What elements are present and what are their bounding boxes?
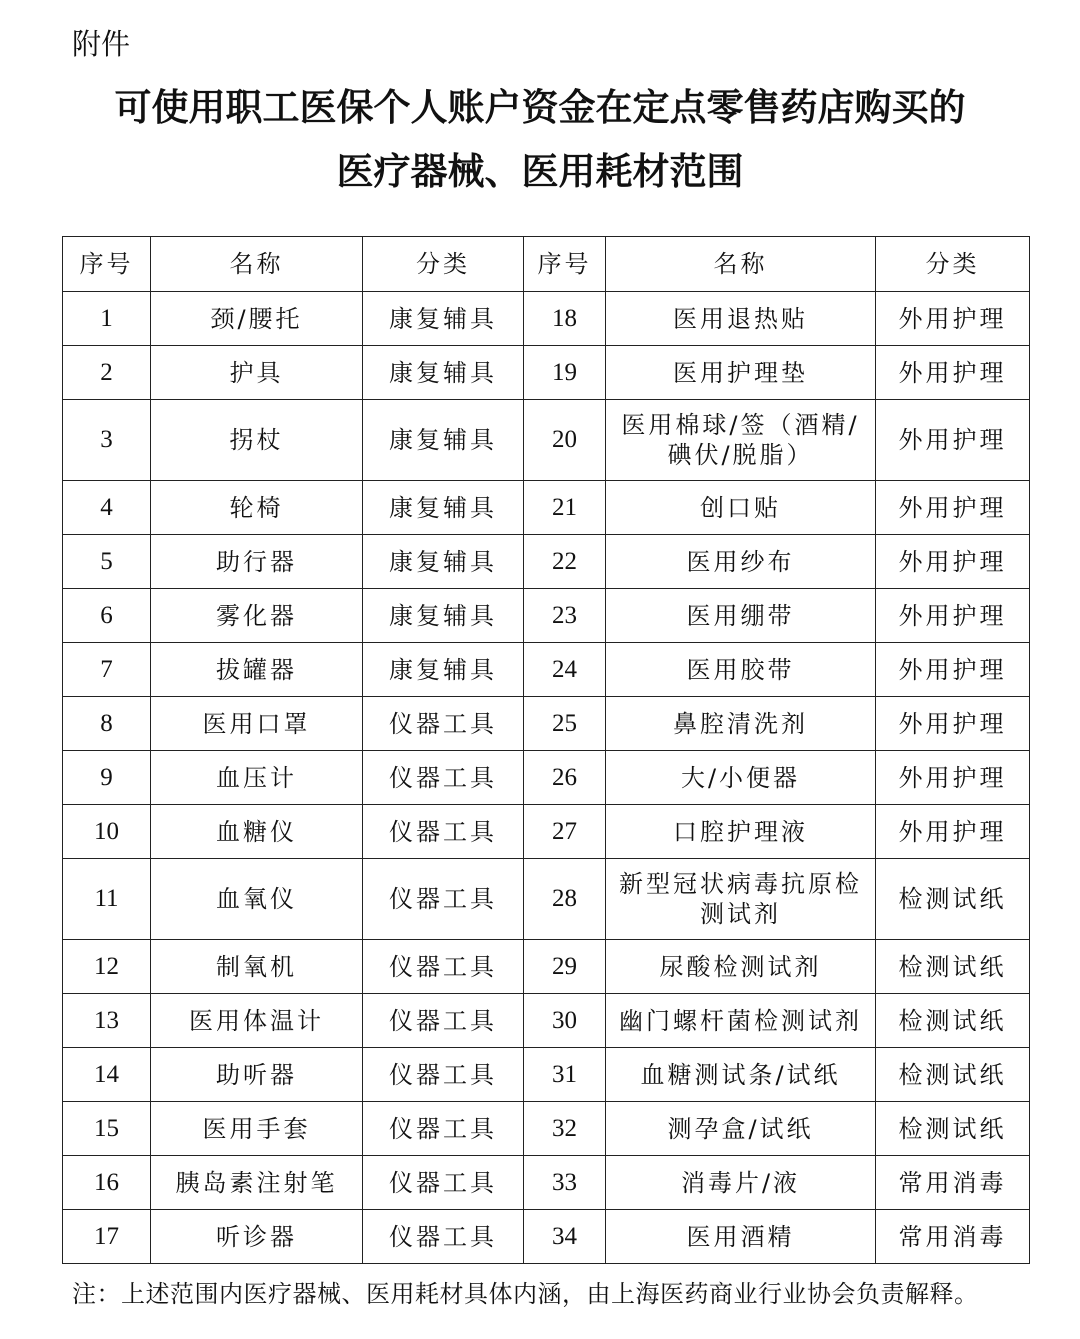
table-header-row [63,237,1030,292]
table-row [63,994,1030,1048]
item-number-cell: 27 [524,805,606,859]
table-row [63,751,1030,805]
item-category-cell: 外用护理 [876,346,1030,400]
item-category-cell: 仪器工具 [363,859,524,940]
item-number-cell: 6 [63,589,151,643]
table-row [63,1210,1030,1264]
item-name-cell: 口腔护理液 [606,805,876,859]
item-category-cell: 仪器工具 [363,994,524,1048]
item-number-cell: 7 [63,643,151,697]
item-name-cell: 胰岛素注射笔 [151,1156,363,1210]
item-name-cell: 血压计 [151,751,363,805]
header-no-right: 序号 [524,237,606,292]
item-name-cell: 大/小便器 [606,751,876,805]
item-name-cell: 医用酒精 [606,1210,876,1264]
attachment-label: 附件 [72,27,131,61]
item-category-cell: 外用护理 [876,589,1030,643]
item-number-cell: 34 [524,1210,606,1264]
item-category-cell: 外用护理 [876,805,1030,859]
item-number-cell: 9 [63,751,151,805]
item-number-cell: 5 [63,535,151,589]
table-row [63,400,1030,481]
item-category-cell: 外用护理 [876,292,1030,346]
item-name-cell: 护具 [151,346,363,400]
item-number-cell: 10 [63,805,151,859]
table-row [63,643,1030,697]
item-category-cell: 仪器工具 [363,697,524,751]
item-name-cell: 医用纱布 [606,535,876,589]
item-number-cell: 26 [524,751,606,805]
item-name-cell: 新型冠状病毒抗原检测试剂 [606,859,876,940]
header-name-right: 名称 [606,237,876,292]
table-row [63,292,1030,346]
header-no-left: 序号 [63,237,151,292]
item-name-cell: 幽门螺杆菌检测试剂 [606,994,876,1048]
item-name-cell: 尿酸检测试剂 [606,940,876,994]
item-category-cell: 外用护理 [876,697,1030,751]
item-category-cell: 检测试纸 [876,1048,1030,1102]
item-number-cell: 21 [524,481,606,535]
item-number-cell: 29 [524,940,606,994]
item-category-cell: 康复辅具 [363,292,524,346]
item-number-cell: 30 [524,994,606,1048]
item-number-cell: 31 [524,1048,606,1102]
item-number-cell: 20 [524,400,606,481]
item-number-cell: 13 [63,994,151,1048]
item-category-cell: 外用护理 [876,535,1030,589]
item-category-cell: 仪器工具 [363,940,524,994]
item-name-cell: 血糖仪 [151,805,363,859]
item-category-cell: 仪器工具 [363,1102,524,1156]
item-category-cell: 康复辅具 [363,400,524,481]
item-category-cell: 康复辅具 [363,589,524,643]
item-category-cell: 外用护理 [876,481,1030,535]
item-number-cell: 16 [63,1156,151,1210]
item-category-cell: 外用护理 [876,751,1030,805]
item-number-cell: 28 [524,859,606,940]
item-category-cell: 检测试纸 [876,1102,1030,1156]
item-name-cell: 测孕盒/试纸 [606,1102,876,1156]
item-name-cell: 医用棉球/签（酒精/碘伏/脱脂） [606,400,876,481]
item-category-cell: 常用消毒 [876,1210,1030,1264]
item-number-cell: 17 [63,1210,151,1264]
item-name-cell: 鼻腔清洗剂 [606,697,876,751]
item-name-cell: 医用护理垫 [606,346,876,400]
item-number-cell: 32 [524,1102,606,1156]
item-name-cell: 医用绷带 [606,589,876,643]
table-row [63,1048,1030,1102]
header-category-right: 分类 [876,237,1030,292]
item-number-cell: 33 [524,1156,606,1210]
item-number-cell: 8 [63,697,151,751]
item-category-cell: 检测试纸 [876,994,1030,1048]
item-number-cell: 24 [524,643,606,697]
item-category-cell: 仪器工具 [363,751,524,805]
item-number-cell: 3 [63,400,151,481]
table-row [63,346,1030,400]
item-number-cell: 25 [524,697,606,751]
item-category-cell: 外用护理 [876,400,1030,481]
item-name-cell: 消毒片/液 [606,1156,876,1210]
item-category-cell: 康复辅具 [363,535,524,589]
item-number-cell: 14 [63,1048,151,1102]
item-number-cell: 1 [63,292,151,346]
table-row [63,805,1030,859]
item-name-cell: 医用手套 [151,1102,363,1156]
item-name-cell: 血氧仪 [151,859,363,940]
item-name-cell: 医用口罩 [151,697,363,751]
item-number-cell: 11 [63,859,151,940]
item-name-cell: 轮椅 [151,481,363,535]
item-name-cell: 血糖测试条/试纸 [606,1048,876,1102]
table-row [63,481,1030,535]
item-name-cell: 拐杖 [151,400,363,481]
item-name-cell: 拔罐器 [151,643,363,697]
table-row [63,859,1030,940]
item-name-cell: 创口贴 [606,481,876,535]
item-name-cell: 医用体温计 [151,994,363,1048]
item-name-cell: 雾化器 [151,589,363,643]
item-number-cell: 18 [524,292,606,346]
item-category-cell: 仪器工具 [363,1048,524,1102]
page-title-line-2: 医疗器械、医用耗材范围 [336,150,744,193]
item-number-cell: 19 [524,346,606,400]
header-name-left: 名称 [151,237,363,292]
item-name-cell: 助行器 [151,535,363,589]
item-name-cell: 颈/腰托 [151,292,363,346]
table-row [63,1102,1030,1156]
item-name-cell: 助听器 [151,1048,363,1102]
item-name-cell: 听诊器 [151,1210,363,1264]
header-category-left: 分类 [363,237,524,292]
table-row [63,1156,1030,1210]
item-name-cell: 医用退热贴 [606,292,876,346]
table-row [63,697,1030,751]
item-category-cell: 康复辅具 [363,346,524,400]
table-row [63,940,1030,994]
item-category-cell: 外用护理 [876,643,1030,697]
items-table [62,236,1030,1264]
table-body [63,292,1030,1264]
table-row [63,535,1030,589]
item-category-cell: 检测试纸 [876,940,1030,994]
item-number-cell: 12 [63,940,151,994]
item-category-cell: 检测试纸 [876,859,1030,940]
item-number-cell: 22 [524,535,606,589]
item-number-cell: 15 [63,1102,151,1156]
item-category-cell: 常用消毒 [876,1156,1030,1210]
item-number-cell: 2 [63,346,151,400]
item-category-cell: 康复辅具 [363,643,524,697]
table-row [63,589,1030,643]
item-number-cell: 23 [524,589,606,643]
item-category-cell: 仪器工具 [363,805,524,859]
item-category-cell: 仪器工具 [363,1156,524,1210]
page-title-line-1: 可使用职工医保个人账户资金在定点零售药店购买的 [114,86,966,129]
item-category-cell: 仪器工具 [363,1210,524,1264]
item-name-cell: 制氧机 [151,940,363,994]
item-category-cell: 康复辅具 [363,481,524,535]
item-name-cell: 医用胶带 [606,643,876,697]
footnote: 注：上述范围内医疗器械、医用耗材具体内涵，由上海医药商业行业协会负责解释。 [72,1280,979,1308]
item-number-cell: 4 [63,481,151,535]
